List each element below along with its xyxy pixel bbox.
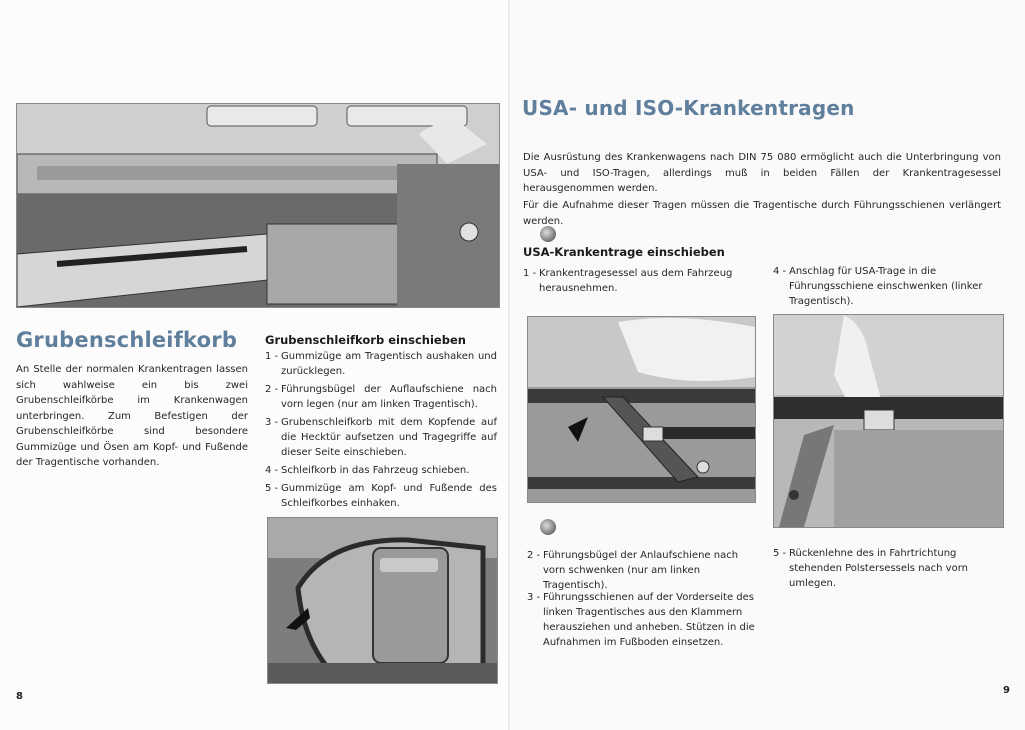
step-text: Gummizüge am Tragentisch aushaken und zurücklegen. [281,351,497,377]
step-number: 5 - [265,483,279,494]
binder-hole-marker [540,226,556,242]
list-item [265,463,497,478]
step-text: Gummizüge am Kopf- und Fußende des Schleifkorbes einhaken. [281,483,497,509]
stop-bracket-illustration [774,315,1003,527]
intro-paragraph: An Stelle der normalen Krankentragen lassen sich wahlweise ein bis zwei Grubenschleifkörbe im Krankenwagen unterbringen. Zum Befestigen der Grubenschleifkörbe sind besondere Gummizüge und Ösen am Kopf- und Fußende der Tragentische vorhanden. [16,364,248,468]
step-caption [523,266,755,296]
page-number: 9 [1003,685,1010,696]
stop-bracket-photo [773,314,1004,528]
list-item [265,349,497,379]
step-text: Führungsbügel der Anlaufschiene nach vorn schwenken (nur am linken Tragentisch). [543,550,739,591]
step-caption [773,264,1005,309]
stretcher-basket-photo [267,517,498,684]
step-text: Schleifkorb in das Fahrzeug schieben. [281,465,470,476]
step-text: Rückenlehne des in Fahrtrichtung stehenden Polstersessels nach vorn umlegen. [789,548,968,589]
step-number: 3 - [265,417,279,428]
step-text: Krankentragesessel aus dem Fahrzeug herausnehmen. [539,268,733,294]
right-page [510,0,1025,730]
step-list [265,349,497,514]
step-caption [773,546,1005,591]
step-caption [527,548,759,593]
step-text: Anschlag für USA-Trage in die Führungsschiene einschwenken (linker Tragentisch). [789,266,983,307]
page-title: USA- und ISO-Krankentragen [522,96,855,120]
list-item [265,481,497,511]
step-number: 2 - [265,384,279,395]
step-number: 2 - [527,550,541,561]
page-title: Grubenschleifkorb [16,328,238,352]
list-item [265,382,497,412]
step-number: 4 - [265,465,279,476]
binder-hole-marker [540,519,556,535]
step-caption [527,590,759,650]
list-item [265,415,497,460]
ambulance-interior-photo [16,103,500,308]
ambulance-interior-illustration [17,104,499,307]
section-title: USA-Krankentrage einschieben [523,245,725,259]
step-number: 5 - [773,548,787,559]
step-number: 3 - [527,592,541,603]
intro-paragraph: Die Ausrüstung des Krankenwagens nach DIN 75 080 ermöglicht auch die Unterbringung von USA- und ISO-Tragen, allerdings muß in beiden Fällen der Krankentragesessel herausgenommen werden. [523,152,1001,194]
step-text: Grubenschleifkorb mit dem Kopfende auf die Hecktür aufsetzen und Tragegriffe auf dieser Seite einschieben. [281,417,497,458]
stretcher-basket-illustration [268,518,497,683]
left-page [0,0,510,730]
step-number: 4 - [773,266,787,277]
step-text: Führungsbügel der Auflaufschiene nach vorn legen (nur am linken Tragentisch). [281,384,497,410]
guide-rail-photo [527,316,756,503]
step-text: Führungsschienen auf der Vorderseite des linken Tragentisches aus den Klammern herausziehen und anheben. Stützen in die Aufnahmen im Fußboden einsetzen. [543,592,755,648]
second-paragraph: Für die Aufnahme dieser Tragen müssen die Tragentische durch Führungsschienen verlängert werden. [523,200,1001,227]
guide-rail-illustration [528,317,755,502]
page-number: 8 [16,691,23,702]
step-number: 1 - [265,351,279,362]
section-title: Grubenschleifkorb einschieben [265,333,466,347]
step-number: 1 - [523,268,537,279]
